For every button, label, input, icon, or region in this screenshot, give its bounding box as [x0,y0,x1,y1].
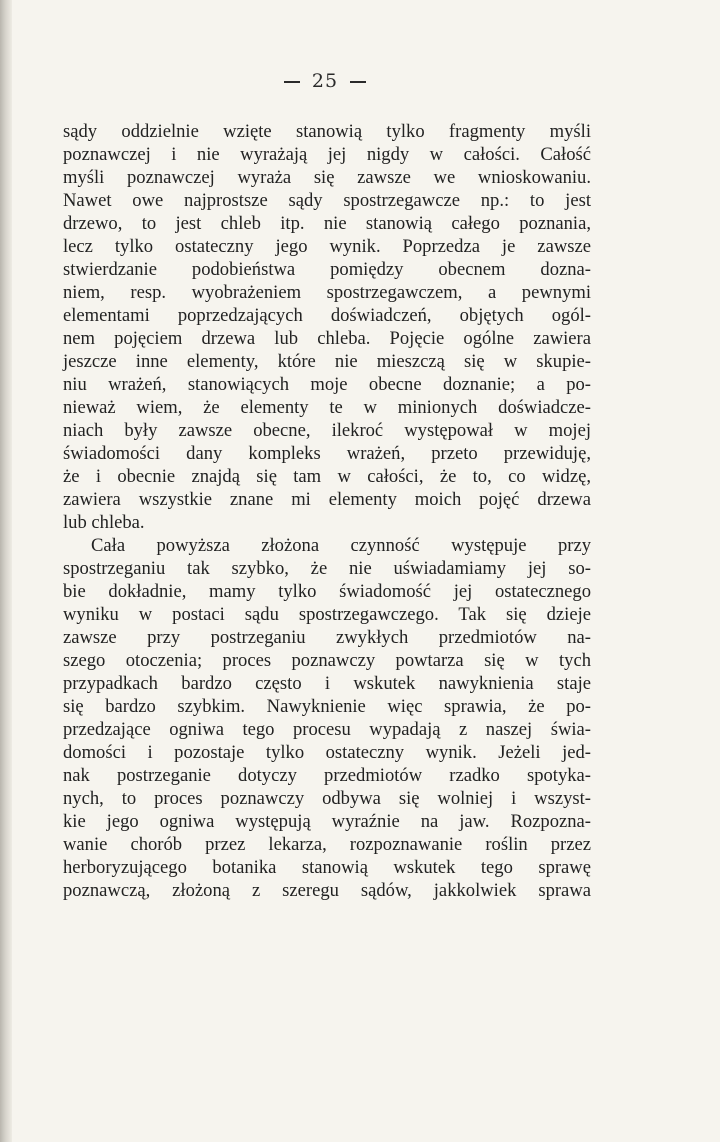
text-line: niach były zawsze obecne, ilekroć występował w mojej [63,420,591,441]
paragraph-2 [63,534,591,902]
text-line: wyniku w postaci sądu spostrzegawczego. Tak się dzieje [63,604,591,625]
text-line: przedzające ogniwa tego procesu wypadają z naszej świa- [63,719,591,740]
page-number-value: 25 [311,70,339,92]
body-text [63,120,591,902]
text-line: sądy oddzielnie wzięte stanowią tylko fragmenty myśli [63,121,591,142]
dash-right [350,81,366,83]
text-line: herboryzującego botanika stanowią wskutek tego sprawę [63,857,591,878]
dash-left [284,81,300,83]
text-line: poznawczą, złożoną z szeregu sądów, jakkolwiek sprawa [63,880,591,901]
text-line: spostrzeganiu tak szybko, że nie uświadamiamy jej so- [63,558,591,579]
text-line: Nawet owe najprostsze sądy spostrzegawcze np.: to jest [63,190,591,211]
text-line: lecz tylko ostateczny jego wynik. Poprzedza je zawsze [63,236,591,257]
text-line: przypadkach bardzo często i wskutek nawyknienia staje [63,673,591,694]
text-line: Cała powyższa złożona czynność występuje przy [91,535,591,556]
text-line: że i obecnie znajdą się tam w całości, że to, co widzę, [63,466,591,487]
text-line: nem pojęciem drzewa lub chleba. Pojęcie ogólne zawiera [63,328,591,349]
text-line: nieważ wiem, że elementy te w minionych doświadcze- [63,397,591,418]
text-line: myśli poznawczej wyraża się zawsze we wnioskowaniu. [63,167,591,188]
text-line: nych, to proces poznawczy odbywa się wolniej i wszyst- [63,788,591,809]
text-line: zawiera wszystkie znane mi elementy moich pojęć drzewa [63,489,591,510]
text-line: niem, resp. wyobrażeniem spostrzegawczem, a pewnymi [63,282,591,303]
text-line: niu wrażeń, stanowiących moje obecne doznanie; a po- [63,374,591,395]
text-line: drzewo, to jest chleb itp. nie stanowią całego poznania, [63,213,591,234]
paragraph-1 [63,120,591,534]
text-line: bie dokładnie, mamy tylko świadomość jej ostatecznego [63,581,591,602]
binding-gutter [0,0,12,1142]
text-line: nak postrzeganie dotyczy przedmiotów rzadko spotyka- [63,765,591,786]
text-line: szego otoczenia; proces poznawczy powtarza się w tych [63,650,591,671]
text-line: lub chleba. [63,512,145,533]
text-line: się bardzo szybkim. Nawyknienie więc sprawia, że po- [63,696,591,717]
text-line: stwierdzanie podobieństwa pomiędzy obecnem dozna- [63,259,591,280]
text-line: wanie chorób przez lekarza, rozpoznawanie roślin przez [63,834,591,855]
text-line: elementami poprzedzających doświadczeń, objętych ogól- [63,305,591,326]
text-line: świadomości dany kompleks wrażeń, przeto przewiduję, [63,443,591,464]
text-line: poznawczej i nie wyrażają jej nigdy w całości. Całość [63,144,591,165]
text-line: domości i pozostaje tylko ostateczny wynik. Jeżeli jed- [63,742,591,763]
text-line: kie jego ogniwa występują wyraźnie na jaw. Rozpozna- [63,811,591,832]
page-number [0,70,650,92]
text-line: jeszcze inne elementy, które nie mieszczą się w skupie- [63,351,591,372]
text-line: zawsze przy postrzeganiu zwykłych przedmiotów na- [63,627,591,648]
